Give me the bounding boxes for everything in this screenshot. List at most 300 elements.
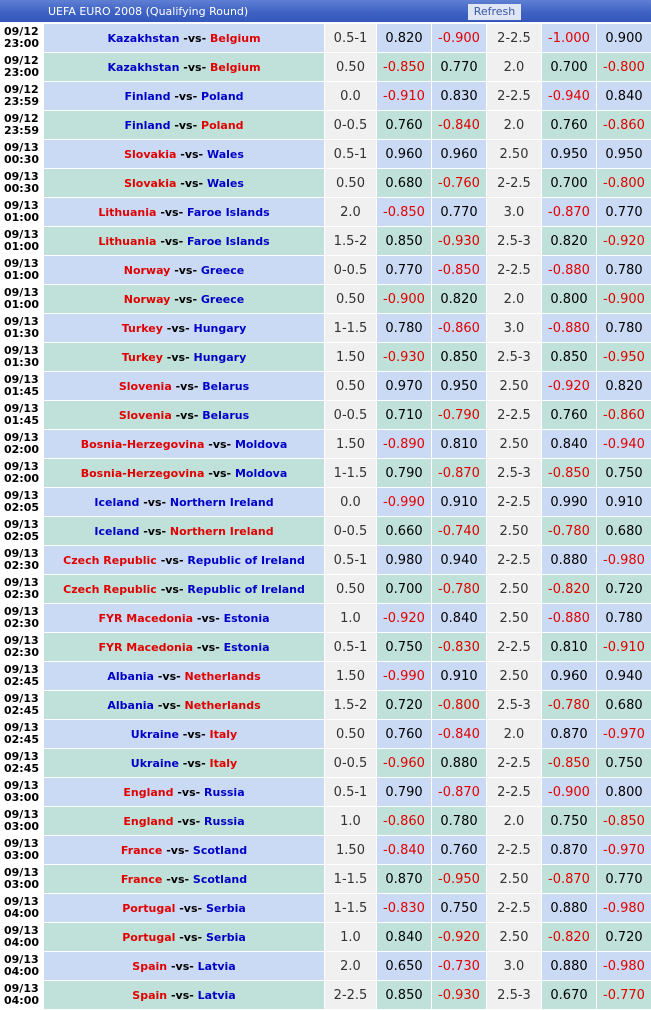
vs-label: -vs- <box>183 60 207 74</box>
under-odds[interactable]: 0.750 <box>597 749 651 778</box>
match-teams <box>44 633 325 662</box>
handicap-home-odds[interactable]: 0.660 <box>377 517 432 546</box>
away-team-link[interactable]: Belgium <box>209 31 261 45</box>
match-time: 03:00 <box>4 820 40 833</box>
match-date: 09/13 <box>4 576 39 589</box>
match-datetime <box>1 111 44 140</box>
handicap-away-odds[interactable]: 0.750 <box>432 894 487 923</box>
over-odds[interactable]: -0.880 <box>542 604 597 633</box>
over-odds[interactable]: 0.960 <box>542 662 597 691</box>
over-odds[interactable]: 0.760 <box>542 401 597 430</box>
over-odds[interactable]: -0.780 <box>542 691 597 720</box>
match-row <box>1 575 651 604</box>
over-odds[interactable]: -0.850 <box>542 749 597 778</box>
over-odds[interactable]: 0.880 <box>542 546 597 575</box>
handicap-home-odds[interactable]: -0.990 <box>377 488 432 517</box>
match-row <box>1 198 651 227</box>
away-team-link[interactable]: Greece <box>200 263 245 277</box>
handicap-line: 1.50 <box>325 343 377 372</box>
match-row <box>1 807 651 836</box>
handicap-home-odds[interactable]: 0.820 <box>377 24 432 53</box>
over-odds[interactable]: -0.880 <box>542 256 597 285</box>
home-team-link[interactable]: Ukraine <box>130 727 179 741</box>
under-odds[interactable]: -0.800 <box>597 169 651 198</box>
handicap-home-odds[interactable]: -0.960 <box>377 749 432 778</box>
under-odds[interactable]: -0.920 <box>597 227 651 256</box>
over-odds[interactable]: 0.990 <box>542 488 597 517</box>
over-odds[interactable]: 0.870 <box>542 836 597 865</box>
over-under-line: 2-2.5 <box>487 256 542 285</box>
over-odds[interactable]: 0.670 <box>542 981 597 1010</box>
handicap-home-odds[interactable]: 0.960 <box>377 140 432 169</box>
match-time: 03:00 <box>4 878 40 891</box>
under-odds[interactable]: 0.900 <box>597 24 651 53</box>
away-team-link[interactable]: Serbia <box>205 901 246 915</box>
vs-label: -vs- <box>182 756 206 770</box>
away-team-link[interactable]: Poland <box>201 118 244 132</box>
handicap-away-odds[interactable]: 0.940 <box>432 546 487 575</box>
handicap-away-odds[interactable]: -0.920 <box>432 923 487 952</box>
under-odds[interactable]: -0.860 <box>597 401 651 430</box>
home-team-link[interactable]: Lithuania <box>98 234 157 248</box>
match-datetime <box>1 807 44 836</box>
home-team-link[interactable]: FYR Macedonia <box>98 640 194 654</box>
home-team-link[interactable]: Spain <box>132 959 168 973</box>
handicap-away-odds[interactable]: -0.840 <box>432 720 487 749</box>
away-team-link[interactable]: Scotland <box>192 843 248 857</box>
over-odds[interactable]: 0.880 <box>542 952 597 981</box>
under-odds[interactable]: 0.680 <box>597 691 651 720</box>
away-team-link[interactable]: Belarus <box>202 379 250 393</box>
over-under-line: 2.50 <box>487 372 542 401</box>
under-odds[interactable]: -0.860 <box>597 111 651 140</box>
match-datetime <box>1 836 44 865</box>
over-odds[interactable]: 0.880 <box>542 894 597 923</box>
odds-table <box>0 23 651 1010</box>
home-team-link[interactable]: Portugal <box>122 930 176 944</box>
match-date: 09/13 <box>4 721 39 734</box>
handicap-away-odds[interactable]: 0.770 <box>432 53 487 82</box>
over-odds[interactable]: -0.920 <box>542 372 597 401</box>
under-odds[interactable]: -0.980 <box>597 952 651 981</box>
away-team-link[interactable]: Hungary <box>193 350 247 364</box>
home-team-link[interactable]: England <box>123 814 174 828</box>
under-odds[interactable]: 0.820 <box>597 372 651 401</box>
under-odds[interactable]: -0.910 <box>597 633 651 662</box>
match-row <box>1 430 651 459</box>
under-odds[interactable]: 0.750 <box>597 459 651 488</box>
handicap-home-odds[interactable]: -0.850 <box>377 53 432 82</box>
handicap-away-odds[interactable]: -0.870 <box>432 778 487 807</box>
over-under-line: 2.0 <box>487 720 542 749</box>
over-odds[interactable]: 0.840 <box>542 430 597 459</box>
handicap-away-odds[interactable]: -0.950 <box>432 865 487 894</box>
over-odds[interactable]: -1.000 <box>542 24 597 53</box>
under-odds[interactable]: 0.940 <box>597 662 651 691</box>
away-team-link[interactable]: Wales <box>206 147 244 161</box>
match-datetime <box>1 53 44 82</box>
match-datetime <box>1 285 44 314</box>
match-time: 02:30 <box>4 559 40 572</box>
away-team-link[interactable]: Poland <box>201 89 244 103</box>
handicap-away-odds[interactable]: -0.740 <box>432 517 487 546</box>
over-under-line: 2.50 <box>487 517 542 546</box>
away-team-link[interactable]: Estonia <box>223 640 270 654</box>
handicap-away-odds[interactable]: -0.730 <box>432 952 487 981</box>
away-team-link[interactable]: Northern Ireland <box>169 495 274 509</box>
match-teams <box>44 546 325 575</box>
home-team-link[interactable]: Iceland <box>94 524 140 538</box>
away-team-link[interactable]: Latvia <box>197 959 236 973</box>
home-team-link[interactable]: Finland <box>124 118 171 132</box>
home-team-link[interactable]: Bosnia-Herzegovina <box>80 466 205 480</box>
over-odds[interactable]: -0.870 <box>542 865 597 894</box>
handicap-home-odds[interactable]: 0.840 <box>377 923 432 952</box>
match-date: 09/13 <box>4 344 39 357</box>
handicap-away-odds[interactable]: -0.900 <box>432 24 487 53</box>
handicap-away-odds[interactable]: 0.810 <box>432 430 487 459</box>
over-odds[interactable]: 0.810 <box>542 633 597 662</box>
over-odds[interactable]: 0.700 <box>542 53 597 82</box>
home-team-link[interactable]: Bosnia-Herzegovina <box>80 437 205 451</box>
over-odds[interactable]: 0.950 <box>542 140 597 169</box>
away-team-link[interactable]: Italy <box>209 727 238 741</box>
home-team-link[interactable]: Iceland <box>94 495 140 509</box>
match-teams <box>44 256 325 285</box>
handicap-line: 1-1.5 <box>325 865 377 894</box>
match-date: 09/13 <box>4 170 39 183</box>
under-odds[interactable]: 0.840 <box>597 82 651 111</box>
over-odds[interactable]: -0.900 <box>542 778 597 807</box>
handicap-away-odds[interactable]: -0.930 <box>432 227 487 256</box>
home-team-link[interactable]: Slovakia <box>124 147 177 161</box>
home-team-link[interactable]: Norway <box>123 263 171 277</box>
handicap-home-odds[interactable]: 0.770 <box>377 256 432 285</box>
handicap-home-odds[interactable]: 0.790 <box>377 778 432 807</box>
over-under-line: 2-2.5 <box>487 169 542 198</box>
under-odds[interactable]: -0.940 <box>597 430 651 459</box>
match-teams <box>44 227 325 256</box>
away-team-link[interactable]: Italy <box>209 756 238 770</box>
handicap-line: 1.5-2 <box>325 691 377 720</box>
handicap-away-odds[interactable]: 0.830 <box>432 82 487 111</box>
handicap-home-odds[interactable]: 0.720 <box>377 691 432 720</box>
under-odds[interactable]: -0.900 <box>597 285 651 314</box>
match-time: 03:00 <box>4 791 40 804</box>
match-row <box>1 604 651 633</box>
match-date: 09/12 <box>4 112 39 125</box>
match-time: 00:30 <box>4 153 40 166</box>
vs-label: -vs- <box>196 611 220 625</box>
under-odds[interactable]: 0.780 <box>597 256 651 285</box>
match-datetime <box>1 981 44 1010</box>
home-team-link[interactable]: Slovenia <box>118 408 172 422</box>
match-teams <box>44 604 325 633</box>
match-time: 04:00 <box>4 907 40 920</box>
match-row <box>1 256 651 285</box>
match-datetime <box>1 778 44 807</box>
home-team-link[interactable]: England <box>123 785 174 799</box>
handicap-away-odds[interactable]: 0.910 <box>432 662 487 691</box>
under-odds[interactable]: -0.980 <box>597 546 651 575</box>
over-under-line: 2-2.5 <box>487 488 542 517</box>
away-team-link[interactable]: Wales <box>206 176 244 190</box>
handicap-line: 0-0.5 <box>325 256 377 285</box>
match-datetime <box>1 169 44 198</box>
under-odds[interactable]: 0.770 <box>597 198 651 227</box>
match-date: 09/13 <box>4 315 39 328</box>
under-odds[interactable]: 0.800 <box>597 778 651 807</box>
match-date: 09/13 <box>4 489 39 502</box>
match-row <box>1 517 651 546</box>
handicap-line: 1-1.5 <box>325 894 377 923</box>
under-odds[interactable]: -0.980 <box>597 894 651 923</box>
away-team-link[interactable]: Republic of Ireland <box>187 553 305 567</box>
handicap-home-odds[interactable]: 0.700 <box>377 575 432 604</box>
under-odds[interactable]: 0.680 <box>597 517 651 546</box>
handicap-home-odds[interactable]: -0.850 <box>377 198 432 227</box>
handicap-away-odds[interactable]: -0.830 <box>432 633 487 662</box>
handicap-away-odds[interactable]: 0.850 <box>432 343 487 372</box>
under-odds[interactable]: -0.970 <box>597 720 651 749</box>
handicap-away-odds[interactable]: 0.780 <box>432 807 487 836</box>
away-team-link[interactable]: Russia <box>204 785 245 799</box>
match-date: 09/13 <box>4 808 39 821</box>
away-team-link[interactable]: Belarus <box>202 408 250 422</box>
over-under-line: 2.0 <box>487 807 542 836</box>
handicap-away-odds[interactable]: 0.950 <box>432 372 487 401</box>
under-odds[interactable]: -0.850 <box>597 807 651 836</box>
home-team-link[interactable]: Czech Republic <box>63 582 157 596</box>
handicap-home-odds[interactable]: -0.830 <box>377 894 432 923</box>
handicap-line: 2-2.5 <box>325 981 377 1010</box>
away-team-link[interactable]: Faroe Islands <box>187 205 270 219</box>
match-date: 09/13 <box>4 228 39 241</box>
handicap-away-odds[interactable]: 0.910 <box>432 488 487 517</box>
away-team-link[interactable]: Greece <box>200 292 245 306</box>
handicap-home-odds[interactable]: 0.970 <box>377 372 432 401</box>
over-odds[interactable]: -0.850 <box>542 459 597 488</box>
over-odds[interactable]: 0.820 <box>542 227 597 256</box>
home-team-link[interactable]: Norway <box>123 292 171 306</box>
handicap-away-odds[interactable]: -0.860 <box>432 314 487 343</box>
home-team-link[interactable]: Slovakia <box>124 176 177 190</box>
away-team-link[interactable]: Scotland <box>192 872 248 886</box>
handicap-away-odds[interactable]: 0.960 <box>432 140 487 169</box>
match-teams <box>44 836 325 865</box>
away-team-link[interactable]: Northern Ireland <box>169 524 274 538</box>
handicap-away-odds[interactable]: -0.800 <box>432 691 487 720</box>
away-team-link[interactable]: Russia <box>204 814 245 828</box>
match-datetime <box>1 24 44 53</box>
handicap-line: 1.50 <box>325 836 377 865</box>
match-date: 09/13 <box>4 866 39 879</box>
match-teams <box>44 401 325 430</box>
handicap-home-odds[interactable]: 0.650 <box>377 952 432 981</box>
handicap-away-odds[interactable]: 0.820 <box>432 285 487 314</box>
away-team-link[interactable]: Latvia <box>197 988 236 1002</box>
handicap-home-odds[interactable]: -0.990 <box>377 662 432 691</box>
handicap-home-odds[interactable]: -0.890 <box>377 430 432 459</box>
under-odds[interactable]: -0.950 <box>597 343 651 372</box>
away-team-link[interactable]: Netherlands <box>184 698 261 712</box>
over-odds[interactable]: 0.760 <box>542 111 597 140</box>
under-odds[interactable]: 0.770 <box>597 865 651 894</box>
over-odds[interactable]: 0.700 <box>542 169 597 198</box>
handicap-line: 0.0 <box>325 488 377 517</box>
over-odds[interactable]: 0.750 <box>542 807 597 836</box>
handicap-away-odds[interactable]: 0.880 <box>432 749 487 778</box>
match-teams <box>44 459 325 488</box>
over-odds[interactable]: -0.820 <box>542 923 597 952</box>
away-team-link[interactable]: Moldova <box>234 466 288 480</box>
handicap-line: 0-0.5 <box>325 401 377 430</box>
match-datetime <box>1 372 44 401</box>
match-teams <box>44 343 325 372</box>
vs-label: -vs- <box>174 89 198 103</box>
handicap-home-odds[interactable]: 0.710 <box>377 401 432 430</box>
refresh-button[interactable]: Refresh <box>468 4 521 20</box>
match-teams <box>44 285 325 314</box>
handicap-home-odds[interactable]: -0.910 <box>377 82 432 111</box>
over-odds[interactable]: 0.870 <box>542 720 597 749</box>
match-teams <box>44 111 325 140</box>
vs-label: -vs- <box>180 176 204 190</box>
match-row <box>1 401 651 430</box>
home-team-link[interactable]: Slovenia <box>118 379 172 393</box>
handicap-home-odds[interactable]: -0.840 <box>377 836 432 865</box>
match-date: 09/13 <box>4 692 39 705</box>
handicap-away-odds[interactable]: -0.790 <box>432 401 487 430</box>
over-odds[interactable]: -0.880 <box>542 314 597 343</box>
over-under-line: 2.50 <box>487 923 542 952</box>
match-datetime <box>1 720 44 749</box>
handicap-home-odds[interactable]: 0.850 <box>377 981 432 1010</box>
home-team-link[interactable]: Albania <box>107 698 154 712</box>
handicap-away-odds[interactable]: -0.840 <box>432 111 487 140</box>
away-team-link[interactable]: Serbia <box>205 930 246 944</box>
handicap-home-odds[interactable]: 0.750 <box>377 633 432 662</box>
handicap-away-odds[interactable]: -0.850 <box>432 256 487 285</box>
handicap-home-odds[interactable]: 0.760 <box>377 111 432 140</box>
match-date: 09/13 <box>4 460 39 473</box>
match-teams <box>44 749 325 778</box>
handicap-home-odds[interactable]: -0.900 <box>377 285 432 314</box>
match-time: 23:00 <box>4 37 40 50</box>
match-time: 01:00 <box>4 298 40 311</box>
under-odds[interactable]: 0.780 <box>597 604 651 633</box>
match-datetime <box>1 691 44 720</box>
match-date: 09/13 <box>4 518 39 531</box>
home-team-link[interactable]: FYR Macedonia <box>98 611 194 625</box>
away-team-link[interactable]: Hungary <box>193 321 247 335</box>
under-odds[interactable]: -0.770 <box>597 981 651 1010</box>
handicap-home-odds[interactable]: -0.930 <box>377 343 432 372</box>
home-team-link[interactable]: Kazakhstan <box>107 31 180 45</box>
handicap-home-odds[interactable]: 0.680 <box>377 169 432 198</box>
match-teams <box>44 952 325 981</box>
vs-label: -vs- <box>208 466 232 480</box>
handicap-away-odds[interactable]: 0.770 <box>432 198 487 227</box>
home-team-link[interactable]: Ukraine <box>130 756 179 770</box>
match-row <box>1 836 651 865</box>
vs-label: -vs- <box>179 901 203 915</box>
under-odds[interactable]: 0.780 <box>597 314 651 343</box>
home-team-link[interactable]: Portugal <box>122 901 176 915</box>
handicap-line: 0.50 <box>325 575 377 604</box>
league-title: UEFA EURO 2008 (Qualifying Round) <box>48 5 249 18</box>
home-team-link[interactable]: Finland <box>124 89 171 103</box>
match-row <box>1 24 651 53</box>
home-team-link[interactable]: Kazakhstan <box>107 60 180 74</box>
home-team-link[interactable]: Turkey <box>121 321 163 335</box>
handicap-home-odds[interactable]: -0.860 <box>377 807 432 836</box>
handicap-away-odds[interactable]: -0.780 <box>432 575 487 604</box>
under-odds[interactable]: 0.950 <box>597 140 651 169</box>
handicap-away-odds[interactable]: 0.840 <box>432 604 487 633</box>
under-odds[interactable]: -0.800 <box>597 53 651 82</box>
handicap-away-odds[interactable]: -0.930 <box>432 981 487 1010</box>
match-teams <box>44 720 325 749</box>
home-team-link[interactable]: Czech Republic <box>63 553 157 567</box>
away-team-link[interactable]: Belgium <box>209 60 261 74</box>
over-odds[interactable]: -0.940 <box>542 82 597 111</box>
match-datetime <box>1 227 44 256</box>
handicap-home-odds[interactable]: 0.980 <box>377 546 432 575</box>
handicap-home-odds[interactable]: 0.790 <box>377 459 432 488</box>
home-team-link[interactable]: France <box>120 872 163 886</box>
under-odds[interactable]: 0.720 <box>597 575 651 604</box>
match-row <box>1 778 651 807</box>
match-row <box>1 227 651 256</box>
match-time: 04:00 <box>4 965 40 978</box>
home-team-link[interactable]: France <box>120 843 163 857</box>
handicap-home-odds[interactable]: 0.780 <box>377 314 432 343</box>
over-odds[interactable]: -0.780 <box>542 517 597 546</box>
over-odds[interactable]: 0.800 <box>542 285 597 314</box>
match-datetime <box>1 865 44 894</box>
vs-label: -vs- <box>170 988 194 1002</box>
match-time: 04:00 <box>4 994 40 1007</box>
match-date: 09/13 <box>4 924 39 937</box>
match-datetime <box>1 575 44 604</box>
away-team-link[interactable]: Netherlands <box>184 669 261 683</box>
handicap-home-odds[interactable]: 0.760 <box>377 720 432 749</box>
home-team-link[interactable]: Spain <box>132 988 168 1002</box>
home-team-link[interactable]: Turkey <box>121 350 163 364</box>
handicap-away-odds[interactable]: 0.760 <box>432 836 487 865</box>
home-team-link[interactable]: Lithuania <box>98 205 157 219</box>
over-odds[interactable]: -0.870 <box>542 198 597 227</box>
handicap-away-odds[interactable]: -0.870 <box>432 459 487 488</box>
under-odds[interactable]: 0.720 <box>597 923 651 952</box>
match-row <box>1 923 651 952</box>
over-odds[interactable]: -0.820 <box>542 575 597 604</box>
away-team-link[interactable]: Estonia <box>223 611 270 625</box>
over-odds[interactable]: 0.850 <box>542 343 597 372</box>
under-odds[interactable]: -0.970 <box>597 836 651 865</box>
handicap-home-odds[interactable]: 0.850 <box>377 227 432 256</box>
handicap-away-odds[interactable]: -0.760 <box>432 169 487 198</box>
under-odds[interactable]: 0.910 <box>597 488 651 517</box>
home-team-link[interactable]: Albania <box>107 669 154 683</box>
away-team-link[interactable]: Moldova <box>234 437 288 451</box>
away-team-link[interactable]: Faroe Islands <box>187 234 270 248</box>
away-team-link[interactable]: Republic of Ireland <box>187 582 305 596</box>
handicap-home-odds[interactable]: 0.870 <box>377 865 432 894</box>
match-row <box>1 169 651 198</box>
handicap-home-odds[interactable]: -0.920 <box>377 604 432 633</box>
